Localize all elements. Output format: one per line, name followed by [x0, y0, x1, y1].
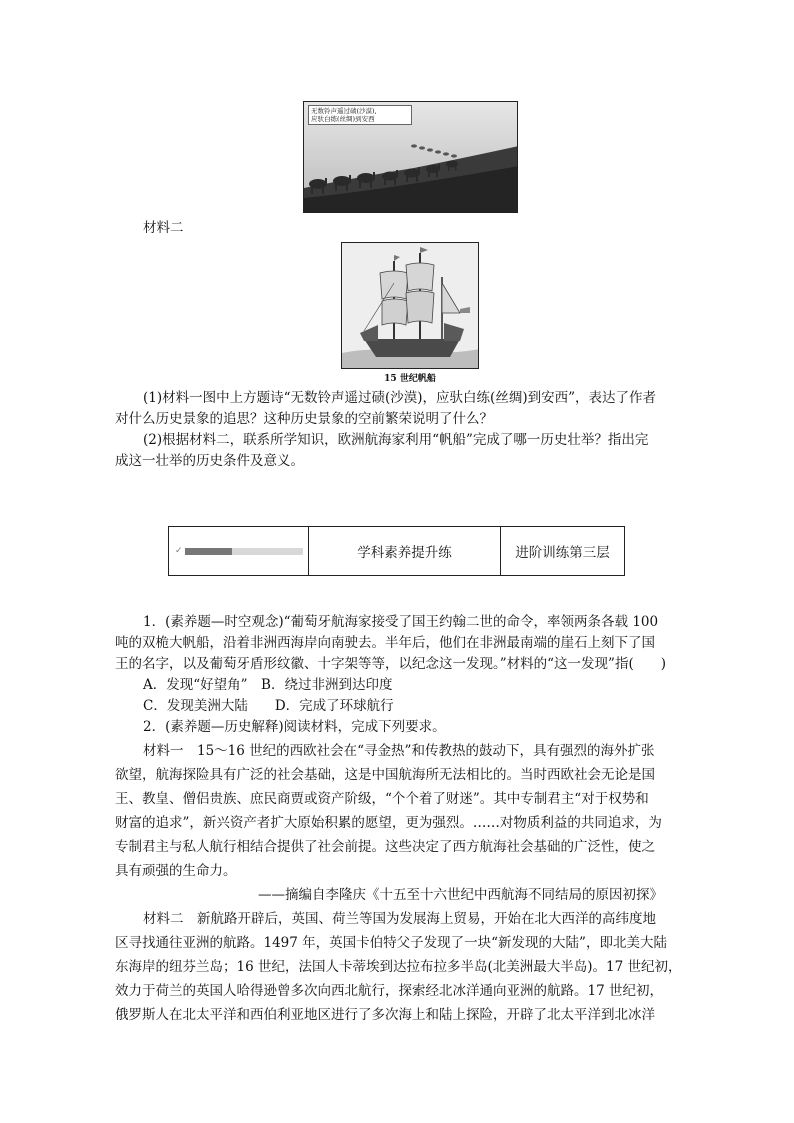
check-icon: ✓ — [175, 546, 183, 556]
progress-bar — [185, 548, 303, 555]
q2-m1-line: 王、教皇、僧侣贵族、庶民商贾或资产阶级，“个个着了财迷”。其中专制君主“对于权势和 — [115, 791, 649, 807]
q-part2-line1: (2)根据材料二，联系所学知识，欧洲航海家利用“帆船”完成了哪一历史壮举？指出完 — [143, 432, 649, 448]
q1-options-ab: A．发现“好望角” B．绕过非洲到达印度 — [143, 677, 393, 693]
q1-options-cd: C．发现美洲大陆 D．完成了环球航行 — [143, 698, 394, 714]
banner-level: 进阶训练第三层 — [515, 545, 610, 561]
section-banner — [168, 526, 625, 576]
q1-line1: 1．(素养题—时空观念)“葡萄牙航海家接受了国王约翰二世的命令，率领两条各载 100 — [143, 614, 659, 630]
progress-fill — [185, 548, 232, 555]
q2-m1-line: 材料一 15～16 世纪的西欧社会在“寻金热”和传教热的鼓动下，具有强烈的海外扩张 — [143, 743, 655, 759]
q-part1-line1: (1)材料一图中上方题诗“无数铃声遥过碛(沙漠)，应驮白练(丝绸)到安西”，表达了作者 — [143, 390, 656, 406]
q-part2-line2: 成这一壮举的历史条件及意义。 — [115, 453, 304, 469]
q2-m1-line: 具有顽强的生命力。 — [115, 863, 237, 879]
q2-m1-line: 财富的追求”，新兴资产者扩大原始积累的愿望，更为强烈。……对物质利益的共同追求，为 — [115, 815, 662, 831]
sailing-ship-image — [341, 242, 479, 369]
poem-caption: 无数铃声遥过碛(沙漠), 应驮白练(丝绸)到安西 — [308, 105, 412, 125]
q2-m1-source: ——摘编自李隆庆《十五至十六世纪中西航海不同结局的原因初探》 — [258, 887, 663, 903]
banner-title: 学科素养提升练 — [309, 527, 501, 575]
q1-line3: 王的名字，以及葡萄牙盾形纹徽、十字架等等，以纪念这一发现。”材料的“这一发现”指( ) — [115, 656, 666, 672]
q2-m1-line: 欲望，航海探险具有广泛的社会基础，这是中国航海所无法相比的。当时西欧社会无论是国 — [115, 767, 655, 783]
q-part1-line2: 对什么历史景象的追思？这种历史景象的空前繁荣说明了什么？ — [115, 411, 493, 427]
camel-caravan-image — [303, 101, 518, 213]
ship-caption: 15 世纪帆船 — [384, 374, 436, 384]
q2-stem: 2．(素养题—历史解释)阅读材料，完成下列要求。 — [143, 719, 446, 735]
q2-m2-line: 俄罗斯人在北太平洋和西伯利亚地区进行了多次海上和陆上探险，开辟了北太平洋到北冰洋 — [115, 1007, 655, 1023]
banner-progress-cell — [169, 527, 309, 575]
q2-m2-line: 东海岸的纽芬兰岛；16 世纪，法国人卡蒂埃到达拉布拉多半岛(北美洲最大半岛)。17 世纪初， — [115, 959, 682, 975]
q1-line2: 吨的双桅大帆船，沿着非洲西海岸向南驶去。半年后，他们在非洲最南端的崖石上刻下了国 — [115, 635, 655, 651]
q2-m2-line: 材料二 新航路开辟后，英国、荷兰等国为发展海上贸易，开始在北大西洋的高纬度地 — [143, 911, 656, 927]
q2-m1-line: 专制君主与私人航行相结合提供了社会前提。这些决定了西方航海社会基础的广泛性，使之 — [115, 839, 655, 855]
ship-illustration — [342, 243, 479, 369]
q2-m2-line: 效力于荷兰的英国人哈得逊曾多次向西北航行，探索经北冰洋通向亚洲的航路。17 世纪初， — [115, 983, 663, 999]
q2-m2-line: 区寻找通往亚洲的航路。1497 年，英国卡伯特父子发现了一块“新发现的大陆”，即北美大陆 — [115, 935, 667, 951]
material2-label: 材料二 — [143, 220, 184, 236]
